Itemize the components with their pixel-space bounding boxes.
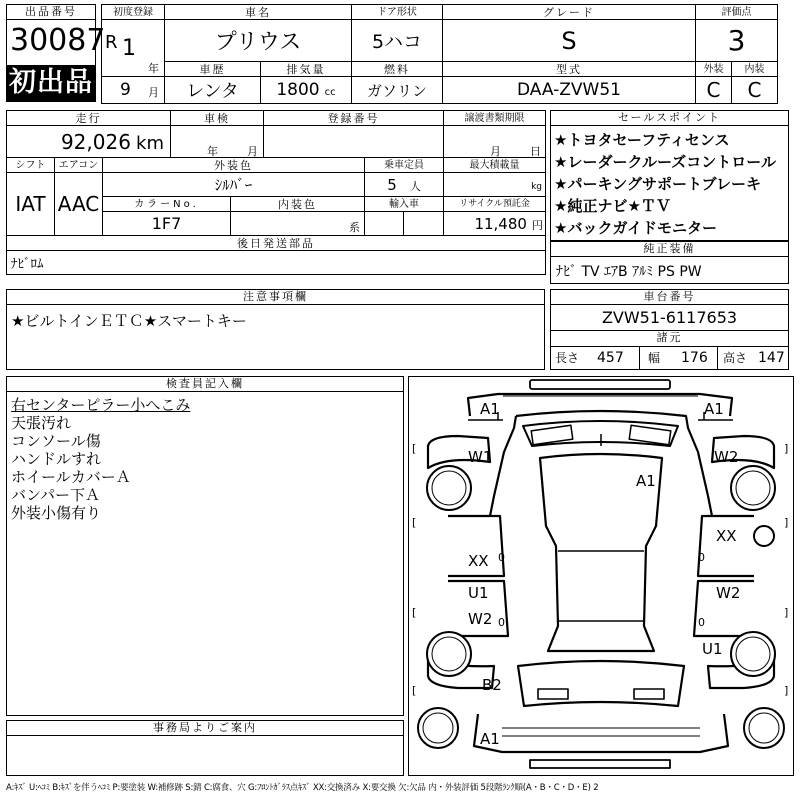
era: R — [105, 32, 118, 53]
mark-roof: A1 — [636, 472, 656, 490]
mark-front-right: A1 — [704, 400, 724, 418]
mileage: 92,026 — [60, 129, 131, 154]
inspector-line: バンパー下Ａ — [11, 486, 100, 504]
first-reg-cell — [102, 20, 165, 77]
month-unit: 月 — [148, 86, 159, 99]
shift-label: シフト — [7, 158, 55, 173]
svg-text:[: [ — [412, 606, 417, 619]
equipment-items: ﾅﾋﾞ TV ｴｱB ｱﾙﾐ PS PW — [556, 264, 702, 280]
mark-front-left-fender: W1 — [468, 448, 493, 466]
height-label: 高さ — [723, 351, 748, 365]
mark-left-rear-door: W2 — [468, 610, 493, 628]
sales-point-item: ★純正ナビ★ＴＶ — [554, 197, 671, 215]
sales-point-item: ★パーキングサポートブレーキ — [554, 175, 761, 193]
recycle-label: リサイクル預託金 — [444, 197, 546, 212]
history: レンタ — [165, 77, 261, 104]
office-label: 事務局よりご案内 — [7, 721, 403, 736]
svg-text:]: ] — [784, 442, 789, 455]
capacity: 5 — [387, 176, 397, 194]
sales-point-item: ★レーダークルーズコントロール — [554, 153, 776, 171]
svg-text:[: [ — [412, 684, 417, 697]
fuel: ガソリン — [352, 77, 443, 104]
interior-label: 内装 — [732, 62, 778, 77]
interior-grade: C — [732, 77, 778, 104]
mirror-right — [754, 526, 774, 546]
mileage-label: 走行 — [7, 111, 171, 126]
reg-no-label: 登録番号 — [264, 111, 444, 126]
inspection-month-unit: 月 — [247, 145, 258, 158]
load-unit: kg — [531, 182, 543, 192]
svg-text:]: ] — [784, 684, 789, 697]
color-no-label: カラーNo. — [103, 197, 231, 212]
inspector-line: ハンドルすれ — [11, 450, 102, 468]
car-name: プリウス — [165, 20, 352, 62]
svg-text:0: 0 — [698, 616, 705, 629]
inspector-box — [6, 376, 404, 716]
inspector-line: 右センターピラー小へこみ — [11, 396, 191, 414]
inspector-line: 外装小傷有り — [11, 504, 102, 522]
inspection-cell — [171, 126, 264, 158]
chassis-box — [550, 289, 789, 370]
int-color-unit: 系 — [349, 221, 360, 234]
first-time-badge: 初出品 — [7, 65, 95, 101]
mark-left-front-door: XX — [468, 552, 489, 570]
displacement-unit: cc — [324, 87, 336, 98]
inspector-line: コンソール傷 — [11, 432, 101, 450]
aircon: AAC — [55, 173, 103, 236]
length-label: 長さ — [555, 351, 580, 365]
import-cell-b — [404, 212, 444, 236]
reg-no-cell — [264, 126, 444, 158]
inspector-line: 天張汚れ — [11, 414, 72, 432]
inspector-line: ホイールカバーＡ — [11, 468, 131, 486]
recycle-unit: 円 — [532, 219, 544, 232]
score: 3 — [696, 20, 778, 62]
grade-label: グレード — [443, 5, 696, 20]
reg-month-cell — [102, 77, 165, 104]
legend-footer: A:ｷｽﾞ U:ﾍｺﾐ B:ｷｽﾞを伴うﾍｺﾐ P:要塗装 W:補修跡 S:錆 C:腐食、穴 G:ﾌﾛﾝﾄｶﾞﾗｽ点ｷｽﾞ XX:交換済み X:要交換 欠:欠品 内・外装評価 5段階ﾗﾝｸ順(A・B・C・D・E) 2 — [6, 783, 599, 793]
later-parts: ﾅﾋﾞﾛﾑ — [7, 251, 546, 275]
svg-text:]: ] — [784, 516, 789, 529]
recycle-cell — [444, 212, 546, 236]
reg-year: 1 — [122, 36, 136, 61]
width: 176 — [681, 350, 708, 366]
int-color-label: 内装色 — [231, 197, 365, 212]
exterior-label: 外装 — [696, 62, 732, 77]
height: 147 — [758, 350, 785, 366]
svg-text:[: [ — [412, 516, 417, 529]
load-label: 最大積載量 — [444, 158, 546, 173]
vehicle-details-table — [6, 110, 546, 275]
inspection-label: 車検 — [171, 111, 264, 126]
mileage-cell — [7, 126, 171, 158]
fuel-label: 燃料 — [352, 62, 443, 77]
mark-right-front-door: XX — [716, 527, 737, 545]
mileage-unit: km — [136, 132, 164, 154]
int-color-cell — [231, 212, 365, 236]
svg-text:0: 0 — [498, 616, 505, 629]
length: 457 — [597, 350, 624, 366]
displacement: 1800 — [276, 80, 320, 100]
mark-left-center-pillar: U1 — [468, 584, 489, 602]
mark-rear-bumper: A1 — [480, 730, 500, 748]
import-label: 輸入車 — [365, 197, 444, 212]
capacity-cell — [365, 173, 444, 197]
sales-points-list — [554, 129, 776, 239]
svg-text:[: [ — [412, 442, 417, 455]
sales-point-item: ★トヨタセーフティセンス — [554, 131, 730, 149]
equipment-box — [550, 241, 789, 284]
capacity-unit: 人 — [409, 180, 421, 193]
equipment-label: 純正装備 — [551, 242, 788, 257]
notes-label: 注意事項欄 — [7, 290, 544, 305]
svg-text:0: 0 — [698, 551, 705, 564]
transfer-day-unit: 日 — [530, 145, 542, 158]
lot-number-box — [6, 4, 106, 102]
score-label: 評価点 — [696, 5, 778, 20]
mark-rear-left: B2 — [482, 676, 502, 694]
transfer-label: 譲渡書類期限 — [444, 111, 546, 126]
mark-front-left: A1 — [480, 400, 500, 418]
exterior-grade: C — [696, 77, 732, 104]
shift: IAT — [7, 173, 55, 236]
first-reg-label: 初度登録 — [102, 5, 165, 20]
notes-box — [6, 289, 545, 370]
chassis-label: 車台番号 — [551, 290, 788, 305]
grade: S — [443, 20, 696, 62]
model-label: 型式 — [443, 62, 696, 77]
lot-number-label: 出品番号 — [7, 5, 95, 20]
specs-row — [551, 347, 788, 369]
sales-point-item: ★バックガイドモニター — [554, 219, 717, 237]
svg-text:0: 0 — [498, 551, 505, 564]
office-box — [6, 720, 404, 776]
inspector-label: 検査員記入欄 — [7, 377, 403, 392]
import-cell-a — [365, 212, 404, 236]
width-label: 幅 — [648, 351, 661, 365]
aircon-label: エアコン — [55, 158, 103, 173]
history-label: 車歴 — [165, 62, 261, 77]
transfer-month-unit: 月 — [490, 145, 502, 158]
ext-color: ｼﾙﾊﾞｰ — [103, 173, 365, 197]
recycle: 11,480 — [474, 215, 527, 233]
load-cell — [444, 173, 546, 197]
displacement-label: 排気量 — [261, 62, 352, 77]
vehicle-header-table — [101, 4, 778, 104]
notes-text: ★ビルトインＥＴＣ★スマートキー — [11, 312, 247, 330]
car-name-label: 車名 — [165, 5, 352, 20]
later-parts-label: 後日発送部品 — [7, 236, 546, 251]
inspection-year-unit: 年 — [207, 145, 218, 158]
inspector-lines — [11, 396, 190, 522]
year-unit: 年 — [148, 62, 159, 75]
sales-points-label: セールスポイント — [551, 111, 788, 126]
transfer-cell — [444, 126, 546, 158]
car-damage-diagram — [408, 376, 794, 776]
mark-front-right-fender: W2 — [714, 448, 739, 466]
door-type: 5ハコ — [352, 20, 443, 62]
model: DAA-ZVW51 — [443, 77, 696, 104]
displacement-cell — [261, 77, 352, 104]
chassis-number: ZVW51-6117653 — [551, 306, 788, 331]
color-no: 1F7 — [103, 212, 231, 236]
lot-number: 30087 — [10, 23, 106, 58]
sales-points-box — [550, 110, 789, 241]
mark-right-rear-door: W2 — [716, 584, 741, 602]
specs-label: 諸元 — [551, 331, 788, 347]
mark-right-rear-fender: U1 — [702, 640, 723, 658]
reg-month: 9 — [120, 80, 131, 100]
ext-color-label: 外装色 — [103, 158, 365, 173]
door-label: ドア形状 — [352, 5, 443, 20]
capacity-label: 乗車定員 — [365, 158, 444, 173]
svg-text:]: ] — [784, 606, 789, 619]
